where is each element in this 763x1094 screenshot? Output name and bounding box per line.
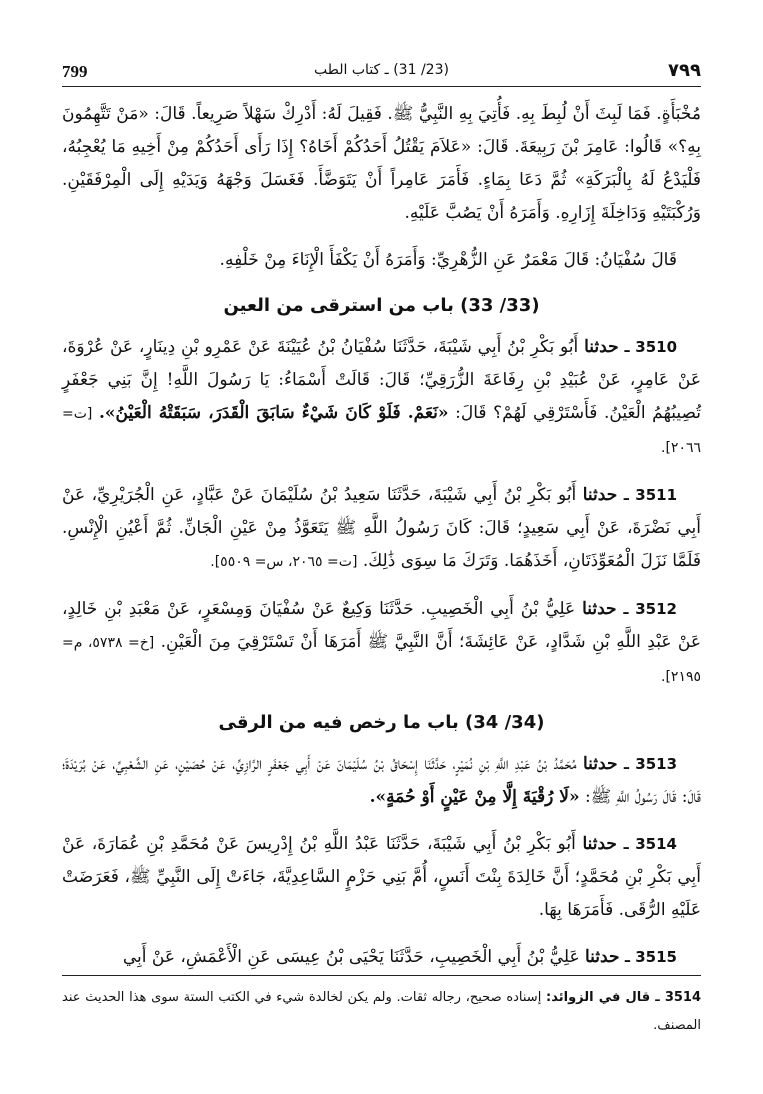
hadith-text: عَلِيُّ بْنُ أَبِي الْخَصِيبِ. حَدَّثَنَا وَكِيعٌ عَنْ سُفْيَانَ وَمِسْعَرٍ، عَنْ مَعْبَدِ بْنِ خَالِدٍ، عَنْ عَبْدِ اللَّهِ بْنِ شَدَّادٍ، عَنْ عَائِشَةَ؛ أَنَّ النَّبِيَّ ﷺ أَمَرَهَا أَنْ تَسْتَرْقِيَ مِنَ الْعَيْنِ.: [62, 599, 702, 652]
hadith-text: مُحَمَّدُ بْنُ عَبْدِ اللَّهِ بْنِ نُمَيْرٍ، حَدَّثَنَا إِسْحَاقُ بْنُ سُلَيْمَانَ عَنْ أَبِي جَعْفَرٍ الرَّازِيِّ، عَنْ حُصَيْنٍ، عَنِ الشَّعْبِيِّ، عَنْ بُرَيْدَةَ؛ قَالَ: قَالَ رَسُولُ اللَّهِ ﷺ:: [62, 754, 701, 807]
hadith-reference: [ت= ٢٠٦٥، س= ٥٥٠٩].: [210, 554, 358, 570]
hadith-reference: [خ= ٥٧٣٨، م= ٢١٩٥].: [62, 635, 701, 685]
footnote-text: إسناده صحيح، رجاله ثقات. ولم يكن لخالدة شيء في الكتب الستة سوى هذا الحديث عند المصنف.: [62, 990, 701, 1033]
hadith-3515: [62, 941, 701, 974]
hadith-number: 3513 ـ: [623, 755, 678, 773]
footnote-divider: [62, 975, 701, 976]
haddathana-word: حدثنا: [585, 947, 620, 967]
hadith-text: أَبُو بَكْرِ بْنُ أَبِي شَيْبَةَ، حَدَّثَنَا سُفْيَانُ بْنُ عُيَيْنَةَ عَنْ عَمْرِو بْنِ دِينَارٍ، عَنْ عُرْوَةَ، عَنْ عَامِرٍ، عَنْ عُبَيْدِ بْنِ رِفَاعَةَ الزُّرَقِيِّ؛ قَالَ: قَالَتْ أَسْمَاءُ: يَا رَسُولَ اللَّهِ! إِنَّ بَنِي جَعْفَرٍ تُصِيبُهُمُ الْعَيْنُ. فَأَسْتَرْقِي لَهُمْ؟ قَالَ:: [62, 337, 702, 423]
hadith-3512: [62, 593, 701, 694]
hadith-number: 3514 ـ: [623, 835, 677, 853]
hadith-number: 3512 ـ: [623, 600, 677, 618]
hadith-number: 3515 ـ: [624, 948, 677, 966]
hadith-3513: [62, 748, 701, 814]
haddathana-word: حدثنا: [582, 599, 617, 619]
page-header: [62, 58, 701, 87]
prophet-saying: «نَعَمْ. فَلَوْ كَانَ شَيْءٌ سَابَقَ الْقَدَرَ، سَبَقَتْهُ الْعَيْنُ».: [98, 403, 449, 423]
chapter-heading-33: (33/ 33) باب من استرقى من العين: [223, 295, 540, 316]
haddathana-word: حدثنا: [582, 834, 617, 854]
hadith-3514: [62, 828, 701, 927]
footnote-label: 3514 ـ قال في الزوائد:: [546, 990, 701, 1005]
haddathana-word: حدثنا: [583, 754, 618, 774]
hadith-text: أَبُو بَكْرِ بْنُ أَبِي شَيْبَةَ، حَدَّثَنَا سَعِيدُ بْنُ سُلَيْمَانَ عَنْ عَبَّادٍ، عَنِ الْجُرَيْرِيِّ، عَنْ أَبِي نَضْرَةَ، عَنْ أَبِي سَعِيدٍ؛ قَالَ: كَانَ رَسُولُ اللَّهِ ﷺ يَتَعَوَّذُ مِنْ عَيْنِ الْجَانِّ. ثُمَّ أَعْيُنِ الْإِنْسِ. فَلَمَّا نَزَلَ الْمُعَوِّذَتَانِ، أَخَذَهُمَا. وَتَرَكَ مَا سِوَى ذَٰلِكَ.: [62, 485, 701, 571]
page-body: [62, 98, 701, 988]
hadith-text: عَلِيُّ بْنُ أَبِي الْخَصِيبِ، حَدَّثَنَا يَحْيَى بْنُ عِيسَى عَنِ الْأَعْمَشِ، عَنْ أَبِي: [122, 947, 580, 967]
hadith-text: أَبُو بَكْرِ بْنُ أَبِي شَيْبَةَ، حَدَّثَنَا عَبْدُ اللَّهِ بْنُ إِدْرِيسَ عَنْ مُحَمَّدِ بْنِ عُمَارَةَ، عَنْ أَبِي بَكْرِ بْنِ مُحَمَّدٍ؛ أَنَّ خَالِدَةَ بِنْتَ أَنَسٍ، أُمَّ بَنِي حَزْمٍ السَّاعِدِيَّةَ، جَاءَتْ إِلَى النَّبِيِّ ﷺ، فَعَرَضَتْ عَلَيْهِ الرُّقَى. فَأَمَرَهَا بِهَا.: [62, 834, 701, 920]
page-number-latin: 799: [62, 62, 88, 81]
page-number-arabic: ٧٩٩: [668, 60, 701, 81]
haddathana-word: حدثنا: [582, 485, 618, 505]
footnote: [62, 984, 701, 1040]
hadith-number: 3510 ـ: [624, 338, 678, 356]
sufyan-note: قَالَ سُفْيَانُ: قَالَ مَعْمَرٌ عَنِ الزُّهْرِيِّ: وَأَمَرَهُ أَنْ يَكْفَأَ الْإِنَاءَ مِنْ خَلْفِهِ.: [219, 250, 677, 270]
hadith-number: 3511 ـ: [623, 486, 678, 504]
hadith-3511: [62, 479, 701, 579]
haddathana-word: حدثنا: [584, 337, 619, 357]
running-title: (23/ 31) ـ كتاب الطب: [314, 62, 449, 78]
continuation-paragraph: مُخْبَأَةٍ. فَمَا لَبِثَ أَنْ لُبِطَ بِهِ. فَأُتِيَ بِهِ النَّبِيُّ ﷺ. فَقِيلَ لَهُ: أَدْرِكْ سَهْلاً صَرِيعاً. قَالَ: «مَنْ تَتَّهِمُونَ بِهِ؟» قَالُوا: عَامِرَ بْنَ رَبِيعَةَ. قَالَ: «عَلاَمَ يَقْتُلُ أَحَدُكُمْ أَخَاهُ؟ إِذَا رَأَى أَحَدُكُمْ مِنْ أَخِيهِ مَا يُعْجِبُهُ، فَلْيَدْعُ لَهُ بِالْبَرَكَةِ» ثُمَّ دَعَا بِمَاءٍ. فَأَمَرَ عَامِراً أَنْ يَتَوَضَّأَ. فَغَسَلَ وَجْهَهُ وَيَدَيْهِ إِلَى الْمِرْفَقَيْنِ. وَرُكْبَتَيْهِ وَدَاخِلَةَ إِزَارِهِ. وَأَمَرَهُ أَنْ يَصُبَّ عَلَيْهِ.: [62, 104, 701, 223]
hadith-3510: [62, 331, 701, 465]
hadith-reference: [ت= ٢٠٦٦].: [62, 406, 701, 456]
chapter-heading-34: (34/ 34) باب ما رخص فيه من الرقى: [218, 712, 545, 733]
prophet-saying: «لَا رُقْيَةَ إِلَّا مِنْ عَيْنٍ أَوْ حُمَةٍ».: [369, 787, 580, 807]
